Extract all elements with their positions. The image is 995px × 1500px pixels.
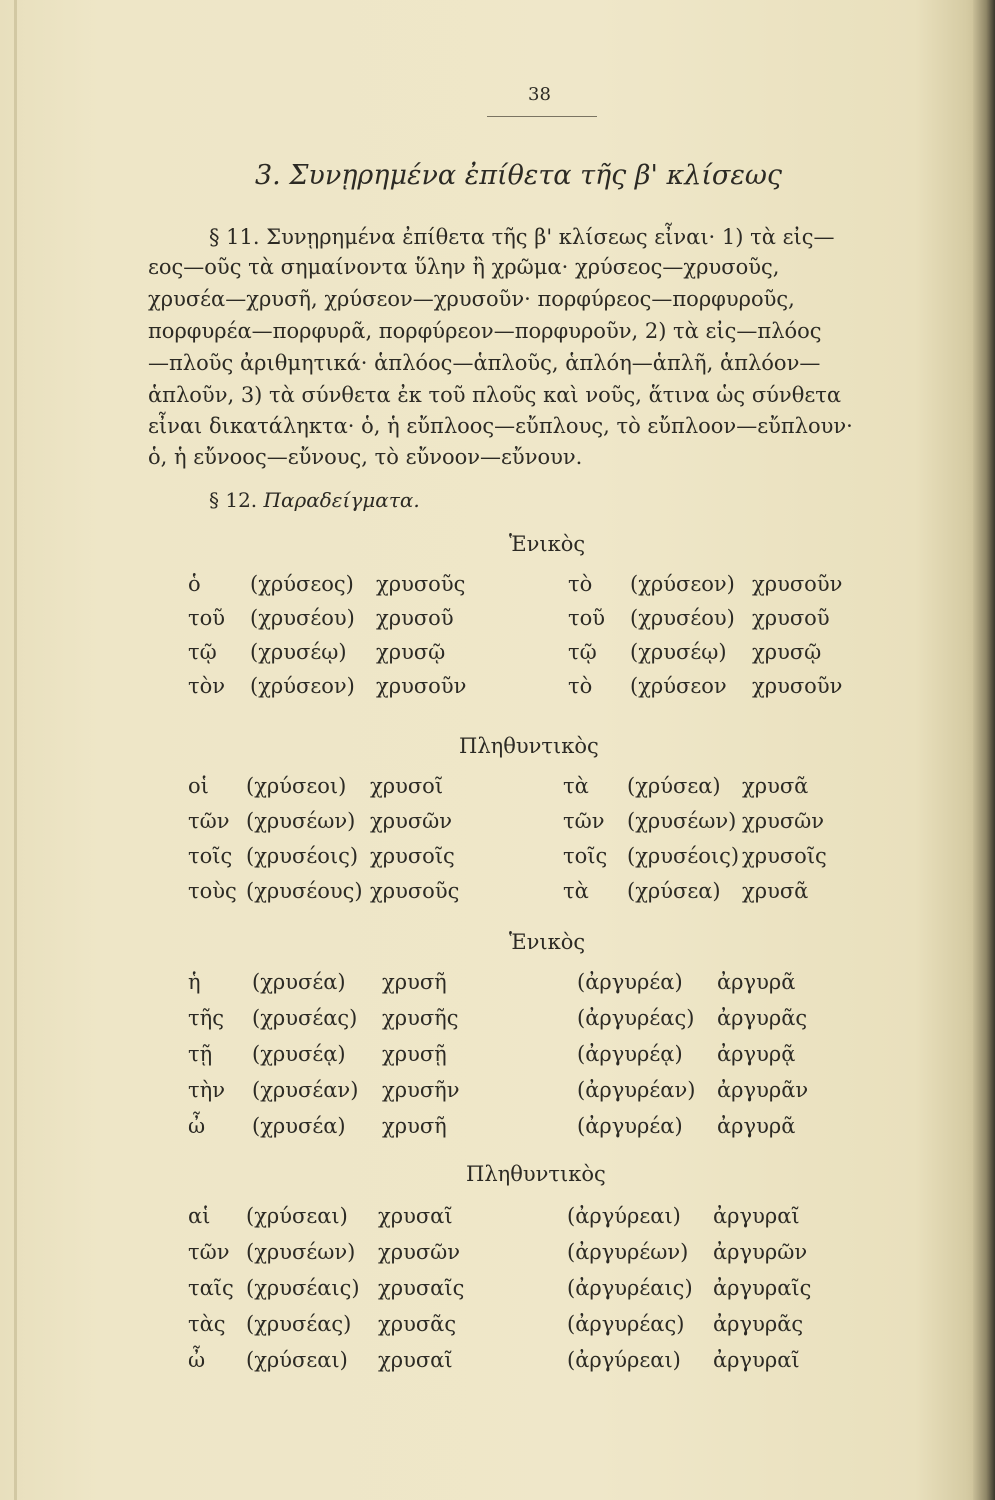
declension-cell: χρυσοῦ	[376, 606, 454, 630]
declension-cell: (χρύσεα)	[627, 774, 721, 798]
declension-cell: οἱ	[188, 774, 209, 798]
declension-cell: (χρυσέων)	[246, 809, 356, 833]
declension-cell: (χρυσέου)	[630, 606, 735, 630]
section-12-heading	[209, 488, 420, 512]
declension-cell: ὦ	[188, 1114, 206, 1138]
declension-cell: τῆς	[188, 1006, 224, 1030]
declension-cell: χρυσῶν	[742, 809, 825, 833]
declension-cell: (ἀργυρέα)	[577, 970, 683, 994]
declension-cell: (χρυσέας)	[246, 1312, 352, 1336]
paragraph-line: ἁπλοῦν, 3) τὰ σύνθετα ἐκ τοῦ πλοῦς καὶ νοῦς, ἅτινα ὡς σύνθετα	[148, 383, 842, 407]
declension-cell: χρυσῶν	[370, 809, 453, 833]
declension-cell: τῇ	[188, 1042, 213, 1066]
paragraph-line: εος—οῦς τὰ σημαίνοντα ὕλην ἢ χρῶμα· χρύσεος—χρυσοῦς,	[148, 255, 780, 279]
declension-cell: (ἀργύρεαι)	[567, 1348, 681, 1372]
declension-cell: τὰ	[563, 774, 589, 798]
declension-cell: χρυσαῖς	[378, 1276, 465, 1300]
declension-cell: χρυσῶν	[378, 1240, 461, 1264]
declension-cell: χρυσοῦς	[370, 879, 460, 903]
declension-cell: ἡ	[188, 970, 201, 994]
declension-cell: ἀργυραῖ	[713, 1204, 800, 1228]
declension-cell: (ἀργυρέα)	[577, 1114, 683, 1138]
declension-cell: (χρύσεοι)	[246, 774, 347, 798]
declension-cell: (ἀργυρέας)	[567, 1312, 685, 1336]
declension-cell: (ἀργυρέων)	[567, 1240, 689, 1264]
declension-cell: χρυσᾶ	[742, 879, 809, 903]
declension-cell: χρυσοῦν	[752, 674, 843, 698]
declension-cell: τὸν	[188, 674, 226, 698]
declension-cell: (ἀργυρέαις)	[567, 1276, 693, 1300]
declension-cell: χρυσοῦν	[752, 572, 843, 596]
declension-cell: χρυσῆς	[382, 1006, 459, 1030]
declension-cell: χρυσαῖ	[378, 1204, 453, 1228]
declension-cell: (ἀργυρέας)	[577, 1006, 695, 1030]
section-number: § 12.	[209, 488, 258, 512]
declension-cell: τοῦ	[188, 606, 226, 630]
page-number: 38	[528, 84, 551, 105]
declension-cell: (χρυσέων)	[627, 809, 737, 833]
declension-cell: (χρυσέαν)	[252, 1078, 359, 1102]
declension-cell: τὸ	[568, 572, 593, 596]
declension-cell: (χρύσεα)	[627, 879, 721, 903]
declension-cell: χρυσοῖ	[370, 774, 444, 798]
paragraph-line: § 11. Συνῃρημένα ἐπίθετα τῆς β' κλίσεως εἶναι· 1) τὰ εἰς—	[209, 225, 835, 249]
declension-cell: χρυσοῦν	[376, 674, 467, 698]
declension-cell: (χρυσέῳ)	[630, 640, 727, 664]
declension-cell: (ἀργυρέαν)	[577, 1078, 696, 1102]
declension-cell: (χρυσέῳ)	[250, 640, 347, 664]
declension-cell: τοὺς	[188, 879, 237, 903]
declension-cell: τῷ	[568, 640, 597, 664]
declension-cell: (ἀργύρεαι)	[567, 1204, 681, 1228]
declension-cell: ἀργυρῶν	[713, 1240, 808, 1264]
declension-cell: ἀργυρᾶς	[717, 1006, 808, 1030]
declension-cell: τῶν	[188, 809, 230, 833]
paragraph-line: ὁ, ἡ εὔνοος—εὔνους, τὸ εὔνοον—εὔνουν.	[148, 445, 583, 469]
declension-cell: χρυσῆ	[382, 970, 447, 994]
declension-cell: ἀργυρᾶς	[713, 1312, 804, 1336]
declension-cell: ταῖς	[188, 1276, 234, 1300]
declension-cell: τοῖς	[188, 844, 233, 868]
declension-cell: τὰς	[188, 1312, 226, 1336]
declension-cell: χρυσῷ	[752, 640, 822, 664]
singular-label-1: Ἑνικὸς	[509, 532, 586, 556]
declension-cell: (χρυσέου)	[250, 606, 355, 630]
declension-cell: (χρυσέαις)	[246, 1276, 360, 1300]
declension-cell: χρυσαῖ	[378, 1348, 453, 1372]
singular-label-2: Ἑνικὸς	[509, 930, 586, 954]
declension-cell: (χρυσέων)	[246, 1240, 356, 1264]
declension-cell: (χρυσέᾳ)	[252, 1042, 346, 1066]
declension-cell: τοῦ	[568, 606, 606, 630]
declension-cell: χρυσᾶ	[742, 774, 809, 798]
declension-cell: τοῖς	[563, 844, 608, 868]
declension-cell: (ἀργυρέᾳ)	[577, 1042, 683, 1066]
declension-cell: χρυσῆ	[382, 1114, 447, 1138]
declension-cell: χρυσῷ	[376, 640, 446, 664]
declension-cell: τὴν	[188, 1078, 225, 1102]
declension-cell: (χρύσεαι)	[246, 1204, 348, 1228]
page-gutter-line	[14, 0, 17, 1500]
page-edge-shadow	[973, 0, 995, 1500]
declension-cell: ἀργυραῖ	[713, 1348, 800, 1372]
declension-cell: χρυσοῦ	[752, 606, 830, 630]
declension-cell: τῶν	[188, 1240, 230, 1264]
declension-cell: (χρυσέας)	[252, 1006, 358, 1030]
declension-cell: χρυσοῖς	[742, 844, 827, 868]
declension-cell: χρυσοῦς	[376, 572, 466, 596]
plural-label-2: Πληθυντικὸς	[466, 1162, 606, 1186]
declension-cell: (χρυσέοις)	[627, 844, 740, 868]
declension-cell: ἀργυρᾷ	[717, 1042, 796, 1066]
declension-cell: τῶν	[563, 809, 605, 833]
declension-cell: (χρυσέα)	[252, 1114, 346, 1138]
paragraph-line: εἶναι δικατάληκτα· ὁ, ἡ εὔπλοος—εὔπλους, τὸ εὔπλοον—εὔπλουν·	[148, 414, 853, 438]
paragraph-line: πορφυρέα—πορφυρᾶ, πορφύρεον—πορφυροῦν, 2) τὰ εἰς—πλόος	[148, 319, 822, 343]
declension-cell: ὁ	[188, 572, 201, 596]
page-number-rule	[487, 116, 597, 117]
declension-cell: (χρύσεον)	[250, 674, 355, 698]
chapter-heading: 3. Συνῃρημένα ἐπίθετα τῆς β' κλίσεως	[255, 160, 782, 191]
declension-cell: χρυσῇ	[382, 1042, 447, 1066]
declension-cell: χρυσᾶς	[378, 1312, 457, 1336]
declension-cell: τῷ	[188, 640, 217, 664]
declension-cell: (χρυσέους)	[246, 879, 363, 903]
section-title: Παραδείγματα.	[263, 488, 420, 512]
declension-cell: (χρύσεος)	[250, 572, 354, 596]
declension-cell: (χρυσέοις)	[246, 844, 359, 868]
declension-cell: ἀργυρᾶν	[717, 1078, 809, 1102]
declension-cell: χρυσοῖς	[370, 844, 455, 868]
paragraph-line: χρυσέα—χρυσῆ, χρύσεον—χρυσοῦν· πορφύρεος—πορφυροῦς,	[148, 287, 795, 311]
declension-cell: (χρυσέα)	[252, 970, 346, 994]
declension-cell: ἀργυρᾶ	[717, 1114, 796, 1138]
paragraph-line: —πλοῦς ἀριθμητικά· ἁπλόος—ἁπλοῦς, ἁπλόη—ἁπλῆ, ἁπλόον—	[148, 351, 821, 375]
declension-cell: αἱ	[188, 1204, 211, 1228]
declension-cell: ἀργυραῖς	[713, 1276, 812, 1300]
declension-cell: (χρύσεαι)	[246, 1348, 348, 1372]
declension-cell: τὰ	[563, 879, 589, 903]
declension-cell: τὸ	[568, 674, 593, 698]
declension-cell: (χρύσεον	[630, 674, 727, 698]
declension-cell: χρυσῆν	[382, 1078, 460, 1102]
declension-cell: (χρύσεον)	[630, 572, 735, 596]
plural-label-1: Πληθυντικὸς	[459, 734, 599, 758]
declension-cell: ἀργυρᾶ	[717, 970, 796, 994]
declension-cell: ὦ	[188, 1348, 206, 1372]
